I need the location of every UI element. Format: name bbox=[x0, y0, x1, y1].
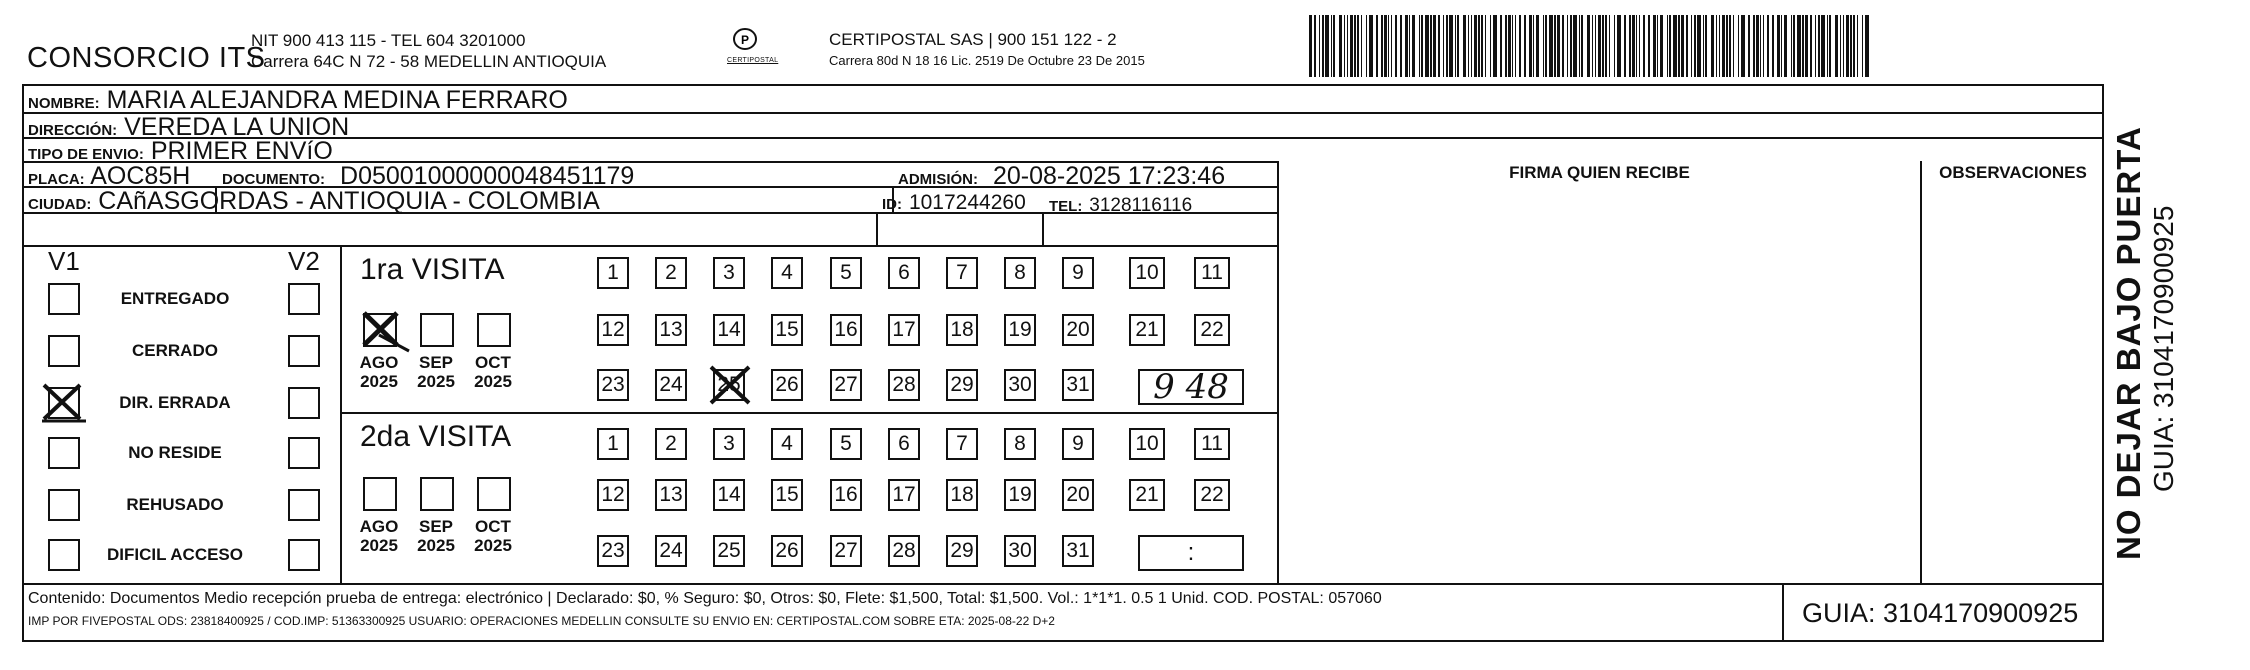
status-label: DIFICIL ACCESO bbox=[106, 545, 243, 564]
status-label: NO RESIDE bbox=[128, 443, 222, 462]
barcode-bar bbox=[1391, 15, 1392, 77]
barcode-bar bbox=[1512, 15, 1513, 77]
side-guia: GUIA: 3104170900925 bbox=[2148, 205, 2179, 492]
status-v2-checkbox[interactable] bbox=[288, 489, 320, 521]
status-v2-checkbox[interactable] bbox=[288, 387, 320, 419]
day-box[interactable]: 21 bbox=[1129, 314, 1165, 346]
barcode-bar bbox=[1468, 15, 1469, 77]
day-box[interactable]: 11 bbox=[1194, 428, 1230, 460]
month-label bbox=[412, 517, 460, 555]
barcode-bar bbox=[1722, 15, 1725, 77]
day-box[interactable]: 21 bbox=[1129, 479, 1165, 511]
month-label bbox=[469, 353, 517, 391]
barcode-bar bbox=[1433, 15, 1436, 77]
barcode-bar bbox=[1478, 15, 1480, 77]
field-id bbox=[882, 187, 1026, 216]
month-checkbox[interactable] bbox=[477, 313, 511, 347]
tel-label: TEL: bbox=[1049, 198, 1083, 215]
day-box[interactable]: 9 bbox=[1062, 428, 1094, 460]
barcode-bar bbox=[1570, 15, 1572, 77]
barcode-bar bbox=[1763, 15, 1764, 77]
barcode-bar bbox=[1567, 15, 1568, 77]
day-box[interactable]: 9 bbox=[1062, 257, 1094, 289]
field-ciudad bbox=[28, 187, 600, 216]
barcode-bar bbox=[1430, 15, 1432, 77]
day-box[interactable]: 25 bbox=[713, 369, 745, 401]
barcode-bar bbox=[1395, 15, 1397, 77]
day-box[interactable]: 27 bbox=[830, 535, 862, 567]
status-label: DIR. ERRADA bbox=[119, 393, 231, 412]
status-v2-checkbox[interactable] bbox=[288, 335, 320, 367]
svg-text:P: P bbox=[740, 33, 750, 47]
day-box[interactable]: 14 bbox=[713, 479, 745, 511]
day-box[interactable]: 8 bbox=[1004, 257, 1036, 289]
barcode-bar bbox=[1369, 15, 1373, 77]
barcode-bar bbox=[1581, 15, 1583, 77]
time-box[interactable]: : bbox=[1138, 535, 1244, 571]
ciudad-value: CAñASGORDAS - ANTIOQUIA - COLOMBIA bbox=[98, 187, 600, 215]
barcode-bar bbox=[1549, 15, 1553, 77]
barcode-bar bbox=[1673, 15, 1677, 77]
nombre-value: MARIA ALEJANDRA MEDINA FERRARO bbox=[106, 86, 568, 114]
month-checkbox[interactable] bbox=[477, 477, 511, 511]
status-v2-checkbox[interactable] bbox=[288, 283, 320, 315]
day-box[interactable]: 13 bbox=[655, 314, 687, 346]
nombre-label: NOMBRE: bbox=[28, 95, 100, 112]
day-box[interactable]: 5 bbox=[830, 257, 862, 289]
barcode-bar bbox=[1753, 15, 1755, 77]
barcode-bar bbox=[1508, 15, 1511, 77]
barcode-bar bbox=[1726, 15, 1728, 77]
barcode-bar bbox=[1748, 15, 1750, 77]
day-box[interactable]: 12 bbox=[597, 479, 629, 511]
barcode-bar bbox=[1357, 15, 1359, 77]
barcode-bar bbox=[1629, 15, 1631, 77]
barcode-bar bbox=[1741, 15, 1745, 77]
day-box[interactable]: 10 bbox=[1129, 257, 1165, 289]
barcode-bar bbox=[1777, 15, 1780, 77]
day-box[interactable]: 13 bbox=[655, 479, 687, 511]
barcode-bar bbox=[1485, 15, 1486, 77]
barcode-bar bbox=[1536, 15, 1539, 77]
day-box[interactable]: 20 bbox=[1062, 479, 1094, 511]
placa-label: PLACA: bbox=[28, 171, 85, 188]
barcode-bar bbox=[1325, 15, 1329, 77]
barcode-bar bbox=[1632, 15, 1635, 77]
firma-header: FIRMA QUIEN RECIBE bbox=[1509, 163, 1690, 182]
barcode-bar bbox=[1781, 15, 1782, 77]
footer-guia: GUIA: 3104170900925 bbox=[1802, 598, 2079, 628]
day-box[interactable]: 12 bbox=[597, 314, 629, 346]
certipostal-logo-icon bbox=[732, 28, 758, 52]
barcode-bar bbox=[1481, 15, 1483, 77]
day-box[interactable]: 28 bbox=[888, 369, 920, 401]
day-box[interactable]: 7 bbox=[946, 257, 978, 289]
barcode-bar bbox=[1716, 15, 1717, 77]
barcode-bar bbox=[1493, 15, 1497, 77]
day-box[interactable]: 16 bbox=[830, 479, 862, 511]
barcode-bar bbox=[1443, 15, 1444, 77]
barcode-bar bbox=[1425, 15, 1429, 77]
barcode-bar bbox=[1457, 15, 1459, 77]
v1-header: V1 bbox=[48, 246, 80, 276]
certipostal-logo-text: CERTIPOSTAL bbox=[727, 57, 779, 64]
certipostal-address: Carrera 80d N 18 16 Lic. 2519 De Octubre 23 De 2015 bbox=[829, 53, 1145, 68]
barcode-bar bbox=[1793, 15, 1795, 77]
day-box[interactable]: 22 bbox=[1194, 314, 1230, 346]
month-name: AGO bbox=[359, 353, 399, 372]
month-year: 2025 bbox=[474, 536, 512, 555]
day-box[interactable]: 6 bbox=[888, 257, 920, 289]
barcode-bar bbox=[1579, 15, 1580, 77]
barcode-bar bbox=[1835, 15, 1838, 77]
barcode-bar bbox=[1660, 15, 1663, 77]
firma-area[interactable] bbox=[1279, 186, 1920, 583]
month-year: 2025 bbox=[360, 372, 398, 391]
certipostal-info bbox=[829, 30, 1145, 68]
day-box[interactable]: 25 bbox=[713, 535, 745, 567]
barcode-bar bbox=[1350, 15, 1353, 77]
tipo-value: PRIMER ENVíO bbox=[150, 137, 333, 165]
barcode-bar bbox=[1366, 15, 1367, 77]
field-tel bbox=[1049, 189, 1192, 218]
v2-header: V2 bbox=[288, 246, 320, 276]
day-box[interactable]: 4 bbox=[771, 428, 803, 460]
barcode-bar bbox=[1598, 15, 1601, 77]
day-box[interactable]: 26 bbox=[771, 369, 803, 401]
barcode-bar bbox=[1347, 15, 1348, 77]
barcode-bar bbox=[1862, 15, 1863, 77]
footer-impresion: IMP POR FIVEPOSTAL ODS: 23818400925 / COD.IMP: 51363300925 USUARIO: OPERACIONES MEDELLIN CONSULTE SU ENVIO EN: CERTIPOSTAL.COM SOBRE ETA: 2025-08-22 D+2 bbox=[28, 614, 1055, 628]
day-box[interactable]: 23 bbox=[597, 535, 629, 567]
barcode-bar bbox=[1756, 15, 1759, 77]
month-checkbox[interactable] bbox=[363, 477, 397, 511]
day-box[interactable]: 14 bbox=[713, 314, 745, 346]
day-box[interactable]: 6 bbox=[888, 428, 920, 460]
day-box[interactable]: 24 bbox=[655, 369, 687, 401]
barcode-bar bbox=[1505, 15, 1507, 77]
day-box[interactable]: 22 bbox=[1194, 479, 1230, 511]
side-warning: NO DEJAR BAJO PUERTA bbox=[2110, 126, 2147, 560]
id-value: 1017244260 bbox=[908, 191, 1026, 214]
barcode-bar bbox=[1562, 15, 1564, 77]
day-box[interactable]: 17 bbox=[888, 479, 920, 511]
observaciones-header: OBSERVACIONES bbox=[1939, 163, 2087, 182]
month-year: 2025 bbox=[417, 372, 455, 391]
day-box[interactable]: 5 bbox=[830, 428, 862, 460]
barcode-bar bbox=[1636, 15, 1637, 77]
barcode-bar bbox=[1322, 15, 1324, 77]
barcode-bar bbox=[1471, 15, 1472, 77]
tipo-label: TIPO DE ENVIO: bbox=[28, 146, 144, 163]
barcode-bar bbox=[1818, 15, 1820, 77]
company-name: CONSORCIO ITS bbox=[27, 42, 266, 74]
barcode-bar bbox=[1354, 15, 1356, 77]
day-box[interactable]: 10 bbox=[1129, 428, 1165, 460]
barcode-bar bbox=[1694, 15, 1696, 77]
status-v1-checkbox[interactable] bbox=[48, 489, 80, 521]
barcode-bar bbox=[1686, 15, 1688, 77]
barcode-bar bbox=[1821, 15, 1825, 77]
barcode-bar bbox=[1815, 15, 1816, 77]
direccion-value: VEREDA LA UNION bbox=[124, 113, 350, 141]
check-mark-icon bbox=[40, 381, 86, 423]
month-name: SEP bbox=[418, 353, 454, 372]
barcode-bar bbox=[1784, 15, 1787, 77]
day-box[interactable]: 18 bbox=[946, 314, 978, 346]
day-box[interactable]: 26 bbox=[771, 535, 803, 567]
tel-value: 3128116116 bbox=[1089, 195, 1193, 216]
day-box[interactable]: 29 bbox=[946, 369, 978, 401]
day-box[interactable]: 16 bbox=[830, 314, 862, 346]
day-box[interactable]: 31 bbox=[1062, 535, 1094, 567]
documento-value: D05001000000048451179 bbox=[340, 162, 635, 190]
barcode-graphic bbox=[1309, 15, 1875, 77]
barcode-bar bbox=[1719, 15, 1720, 77]
barcode-bar bbox=[1639, 15, 1640, 77]
barcode-bar bbox=[1865, 15, 1869, 77]
footer-contenido: Contenido: Documentos Medio recepción prueba de entrega: electrónico | Declarado: $0, % Seguro: $0, Otros: $0, Flete: $1,500, Total: $1,500. Vol.: 1*1*1. 0.5 1 Unid. COD. POSTAL: 057060 bbox=[28, 590, 1382, 607]
barcode-bar bbox=[1592, 15, 1593, 77]
barcode-bar bbox=[1449, 15, 1453, 77]
barcode-bar bbox=[1703, 15, 1704, 77]
barcode-bar bbox=[1524, 15, 1526, 77]
day-box[interactable]: 18 bbox=[946, 479, 978, 511]
barcode-bar bbox=[1388, 15, 1389, 77]
month-name: AGO bbox=[359, 517, 399, 536]
day-box[interactable]: 2 bbox=[655, 257, 687, 289]
barcode-bar bbox=[1667, 15, 1668, 77]
barcode-bar bbox=[1681, 15, 1684, 77]
status-v1-checkbox[interactable] bbox=[48, 283, 80, 315]
ciudad-label: CIUDAD: bbox=[28, 196, 92, 213]
admision-value: 20-08-2025 17:23:46 bbox=[992, 162, 1226, 190]
day-box[interactable]: 20 bbox=[1062, 314, 1094, 346]
barcode-bar bbox=[1412, 15, 1415, 77]
barcode-bar bbox=[1760, 15, 1761, 77]
status-v2-checkbox[interactable] bbox=[288, 437, 320, 469]
visit2-title: 2da VISITA bbox=[360, 420, 512, 453]
time-box[interactable]: 9 48 bbox=[1138, 369, 1244, 405]
month-label bbox=[469, 517, 517, 555]
month-checkbox[interactable] bbox=[420, 313, 454, 347]
barcode-bar bbox=[1405, 15, 1408, 77]
day-box[interactable]: 1 bbox=[597, 257, 629, 289]
month-name: SEP bbox=[418, 517, 454, 536]
barcode-bar bbox=[1339, 15, 1342, 77]
cross-mark-icon bbox=[707, 363, 755, 407]
barcode-bar bbox=[1711, 15, 1714, 77]
barcode-bar bbox=[1648, 15, 1650, 77]
barcode-bar bbox=[1573, 15, 1577, 77]
barcode-bar bbox=[1455, 15, 1456, 77]
month-name: OCT bbox=[475, 517, 511, 536]
month-name: OCT bbox=[475, 353, 511, 372]
barcode-bar bbox=[1678, 15, 1680, 77]
day-box[interactable]: 17 bbox=[888, 314, 920, 346]
barcode-bar bbox=[1400, 15, 1402, 77]
barcode-bar bbox=[1738, 15, 1739, 77]
check-mark-icon bbox=[361, 309, 411, 351]
month-checkbox[interactable] bbox=[420, 477, 454, 511]
barcode-bar bbox=[1533, 15, 1534, 77]
day-box[interactable]: 4 bbox=[771, 257, 803, 289]
barcode-bar bbox=[1802, 15, 1804, 77]
day-box[interactable]: 1 bbox=[597, 428, 629, 460]
day-box[interactable]: 31 bbox=[1062, 369, 1094, 401]
visit1-title: 1ra VISITA bbox=[360, 253, 505, 286]
barcode-bar bbox=[1843, 15, 1844, 77]
barcode-bar bbox=[1361, 15, 1362, 77]
barcode-bar bbox=[1344, 15, 1345, 77]
barcode-bar bbox=[1421, 15, 1423, 77]
barcode-bar bbox=[1557, 15, 1560, 77]
barcode-bar bbox=[1705, 15, 1707, 77]
barcode-bar bbox=[1697, 15, 1701, 77]
day-box[interactable]: 19 bbox=[1004, 479, 1036, 511]
day-box[interactable]: 29 bbox=[946, 535, 978, 567]
barcode-bar bbox=[1587, 15, 1590, 77]
barcode-bar bbox=[1381, 15, 1383, 77]
day-box[interactable]: 24 bbox=[655, 535, 687, 567]
barcode-bar bbox=[1850, 15, 1852, 77]
barcode-bar bbox=[1840, 15, 1841, 77]
barcode-bar bbox=[1733, 15, 1734, 77]
month-label bbox=[355, 517, 403, 555]
status-v1-checkbox[interactable] bbox=[48, 437, 80, 469]
day-box[interactable]: 2 bbox=[655, 428, 687, 460]
month-label bbox=[355, 353, 403, 391]
barcode-bar bbox=[1691, 15, 1692, 77]
barcode-bar bbox=[1605, 15, 1607, 77]
barcode-bar bbox=[1797, 15, 1801, 77]
barcode-bar bbox=[1490, 15, 1491, 77]
status-v1-checkbox[interactable] bbox=[48, 387, 80, 419]
barcode-bar bbox=[1595, 15, 1596, 77]
barcode-bar bbox=[1609, 15, 1610, 77]
barcode-bar bbox=[1515, 15, 1516, 77]
placa-value: AOC85H bbox=[90, 162, 191, 190]
barcode-bar bbox=[1767, 15, 1769, 77]
barcode-bar bbox=[1846, 15, 1849, 77]
day-box[interactable]: 8 bbox=[1004, 428, 1036, 460]
barcode-bar bbox=[1554, 15, 1556, 77]
status-label: REHUSADO bbox=[126, 495, 224, 514]
barcode-bar bbox=[1463, 15, 1466, 77]
month-year: 2025 bbox=[474, 372, 512, 391]
day-box[interactable]: 15 bbox=[771, 314, 803, 346]
barcode-bar bbox=[1657, 15, 1658, 77]
barcode-bar bbox=[1729, 15, 1731, 77]
barcode-bar bbox=[1857, 15, 1858, 77]
barcode bbox=[1309, 15, 1875, 77]
day-box[interactable]: 15 bbox=[771, 479, 803, 511]
certipostal-logo bbox=[727, 28, 779, 64]
barcode-bar bbox=[1529, 15, 1532, 77]
day-box[interactable]: 19 bbox=[1004, 314, 1036, 346]
month-label bbox=[412, 353, 460, 391]
id-label: ID: bbox=[882, 196, 902, 213]
barcode-bar bbox=[1669, 15, 1671, 77]
barcode-bar bbox=[1409, 15, 1410, 77]
barcode-bar bbox=[1772, 15, 1774, 77]
barcode-bar bbox=[1319, 15, 1320, 77]
certipostal-nit: CERTIPOSTAL SAS | 900 151 122 - 2 bbox=[829, 30, 1117, 49]
barcode-bar bbox=[1500, 15, 1502, 77]
barcode-bar bbox=[1474, 15, 1477, 77]
barcode-bar bbox=[1805, 15, 1808, 77]
day-box[interactable]: 30 bbox=[1004, 369, 1036, 401]
barcode-bar bbox=[1791, 15, 1792, 77]
company-nit: NIT 900 413 115 - TEL 604 3201000 bbox=[251, 31, 526, 50]
barcode-bar bbox=[1309, 15, 1312, 77]
barcode-bar bbox=[1614, 15, 1615, 77]
barcode-bar bbox=[1829, 15, 1831, 77]
status-label: CERRADO bbox=[132, 341, 218, 360]
barcode-bar bbox=[1331, 15, 1332, 77]
day-box[interactable]: 30 bbox=[1004, 535, 1036, 567]
barcode-bar bbox=[1543, 15, 1544, 77]
company-address: Carrera 64C N 72 - 58 MEDELLIN ANTIOQUIA bbox=[251, 52, 607, 71]
status-v1-checkbox[interactable] bbox=[48, 539, 80, 571]
day-box[interactable]: 7 bbox=[946, 428, 978, 460]
field-nombre bbox=[28, 86, 568, 115]
month-checkbox[interactable] bbox=[363, 313, 397, 347]
documento-label: DOCUMENTO: bbox=[222, 171, 326, 188]
month-year: 2025 bbox=[360, 536, 398, 555]
admision-label: ADMISIÓN: bbox=[898, 171, 978, 188]
day-box[interactable]: 11 bbox=[1194, 257, 1230, 289]
day-box[interactable]: 28 bbox=[888, 535, 920, 567]
barcode-bar bbox=[1643, 15, 1645, 77]
month-year: 2025 bbox=[417, 536, 455, 555]
barcode-bar bbox=[1853, 15, 1855, 77]
barcode-bar bbox=[1602, 15, 1604, 77]
barcode-bar bbox=[1519, 15, 1521, 77]
company-nit-block bbox=[251, 30, 606, 72]
barcode-bar bbox=[1438, 15, 1440, 77]
barcode-bar bbox=[1624, 15, 1626, 77]
day-box[interactable]: 23 bbox=[597, 369, 629, 401]
barcode-bar bbox=[1653, 15, 1656, 77]
barcode-bar bbox=[1333, 15, 1335, 77]
direccion-label: DIRECCIÓN: bbox=[28, 122, 118, 139]
day-box[interactable]: 3 bbox=[713, 257, 745, 289]
day-box[interactable]: 3 bbox=[713, 428, 745, 460]
status-v1-checkbox[interactable] bbox=[48, 335, 80, 367]
barcode-bar bbox=[1545, 15, 1547, 77]
observaciones-area[interactable] bbox=[1922, 186, 2104, 583]
barcode-bar bbox=[1446, 15, 1448, 77]
status-v2-checkbox[interactable] bbox=[288, 539, 320, 571]
barcode-bar bbox=[1810, 15, 1812, 77]
barcode-bar bbox=[1376, 15, 1378, 77]
status-label: ENTREGADO bbox=[120, 289, 230, 308]
barcode-bar bbox=[1827, 15, 1828, 77]
barcode-bar bbox=[1384, 15, 1387, 77]
barcode-bar bbox=[1419, 15, 1420, 77]
barcode-bar bbox=[1617, 15, 1621, 77]
barcode-bar bbox=[1314, 15, 1316, 77]
day-box[interactable]: 27 bbox=[830, 369, 862, 401]
